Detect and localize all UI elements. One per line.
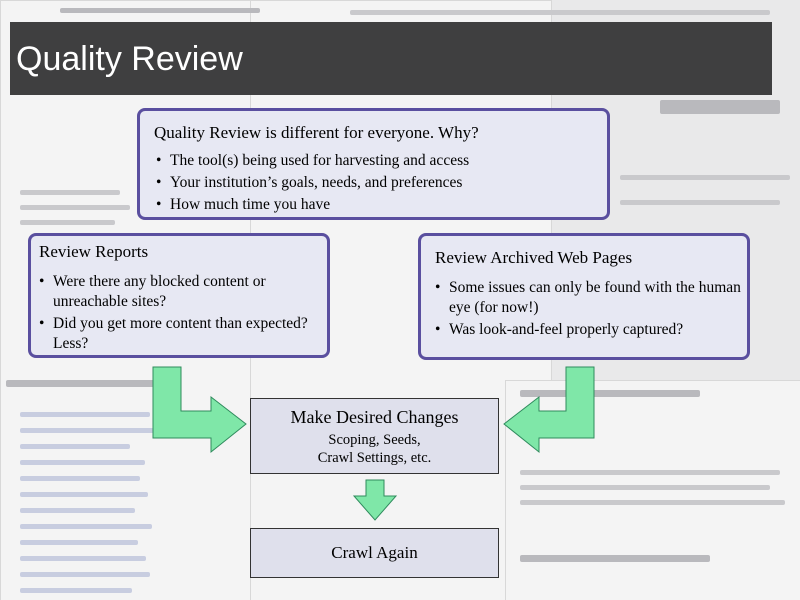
right-elbow-arrow (504, 367, 594, 452)
intro-heading: Quality Review is different for everyone. Why? (154, 123, 479, 142)
make-changes-line: Scoping, Seeds, (328, 432, 421, 448)
intro-bullet: • Your institution’s goals, needs, and preferences (156, 173, 597, 193)
intro-bullet: • The tool(s) being used for harvesting and access (156, 151, 597, 171)
review-archived-heading: Review Archived Web Pages (435, 248, 633, 267)
left-elbow-arrow (153, 367, 246, 452)
review-reports-heading: Review Reports (39, 242, 149, 261)
review-archived-bullet: • Was look-and-feel properly captured? (435, 320, 741, 340)
slide-title: Quality Review (16, 40, 243, 78)
make-changes-line: Crawl Settings, etc. (317, 450, 432, 466)
intro-bullet: • How much time you have (156, 195, 597, 215)
down-arrow (354, 480, 396, 520)
review-reports-bullet: • Were there any blocked content or unreachable sites? (39, 272, 319, 312)
review-archived-bullet: • Some issues can only be found with the human eye (for now!) (435, 278, 741, 318)
crawl-again-box (250, 528, 499, 578)
review-reports-bullet: • Did you get more content than expected? Less? (39, 314, 319, 354)
make-changes-box (250, 398, 499, 474)
crawl-again-label: Crawl Again (331, 543, 418, 562)
make-changes-heading: Make Desired Changes (290, 407, 459, 427)
